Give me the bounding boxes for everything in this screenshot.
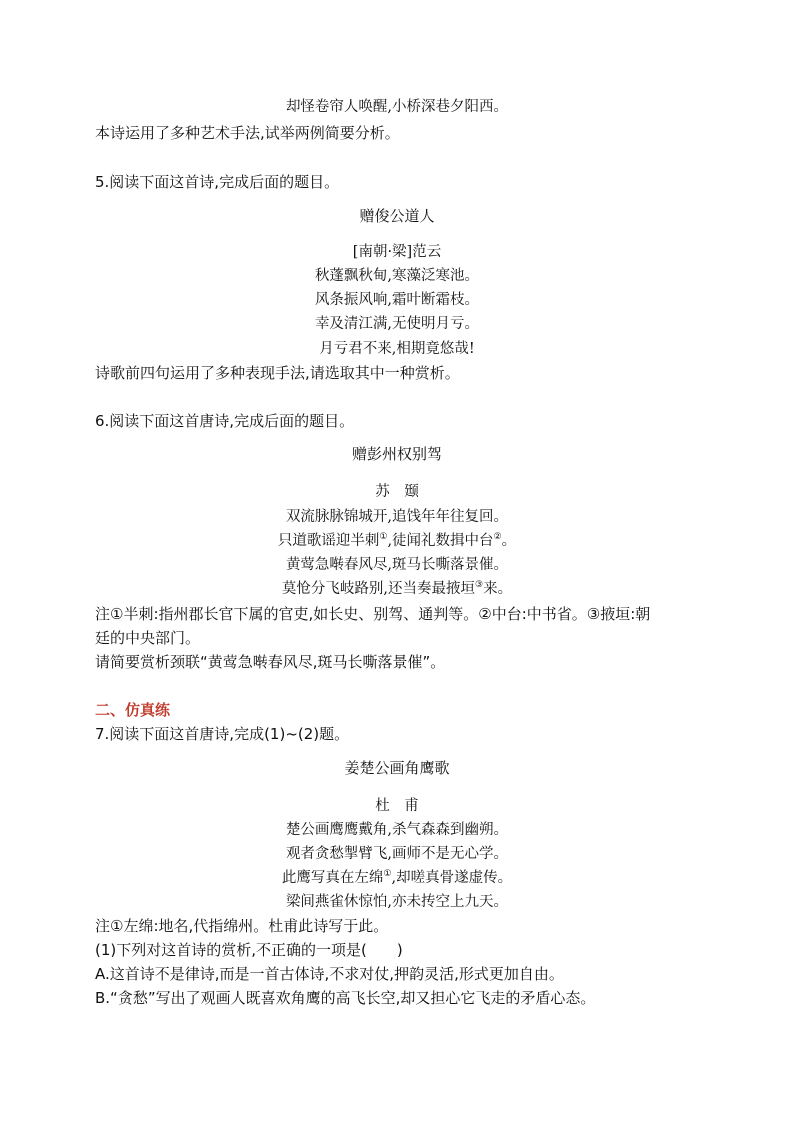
footnote-text: 廷的中央部门。 <box>95 629 201 647</box>
poem-line: 楚公画鹰鹰戴角,杀气森森到幽朔。 <box>285 822 509 838</box>
footnote-marker: ① <box>383 869 392 880</box>
poem-author: 杜 甫 <box>375 798 419 814</box>
poem-line-part: 来。 <box>483 581 513 597</box>
footnote-marker: ② <box>493 532 502 543</box>
poem-line: 观者贪愁掣臂飞,画师不是无心学。 <box>285 846 509 862</box>
question-text: 请简要赏析颈联“黄莺急啭春风尽,斑马长嘶落景催”。 <box>95 653 446 671</box>
poem-author: [南朝·梁]范云 <box>352 244 442 260</box>
question-text: 诗歌前四句运用了多种表现手法,请选取其中一种赏析。 <box>95 364 460 382</box>
poem-line: 梁间燕雀休惊怕,亦未抟空上九天。 <box>285 894 509 910</box>
poem-line-part: ,却嗟真骨遂虚传。 <box>391 870 513 886</box>
poem-line-part: ,徒闻礼数揖中台 <box>387 533 494 549</box>
question-text: 本诗运用了多种艺术手法,试举两例简要分析。 <box>95 124 400 142</box>
poem-line-part: 。 <box>501 533 517 549</box>
sub-question: (1)下列对这首诗的赏析,不正确的一项是( ) <box>95 941 403 959</box>
answer-option-b: B.“贪愁”写出了观画人既喜欢角鹰的高飞长空,却又担心它飞走的矛盾心态。 <box>95 989 596 1007</box>
poem-line <box>0 577 794 601</box>
poem-line-part: 只道歌谣迎半刺 <box>277 533 380 549</box>
answer-option-a: A.这首诗不是律诗,而是一首古体诗,不求对仗,押韵灵活,形式更加自由。 <box>95 965 564 983</box>
question-6-intro: 6.阅读下面这首唐诗,完成后面的题目。 <box>95 412 355 430</box>
footnote-text: 注①半刺:指州郡长官下属的官吏,如长史、别驾、通判等。②中台:中书省。③掖垣:朝 <box>95 605 651 623</box>
poem-title: 赠俊公道人 <box>359 207 435 225</box>
section-heading: 二、仿真练 <box>95 701 171 719</box>
footnote-marker: ③ <box>475 580 484 591</box>
poem-line: 月亏君不来,相期竟悠哉! <box>319 341 475 357</box>
poem-line: 双流脉脉锦城开,追饯年年往复回。 <box>285 509 509 525</box>
poem-line-part: 此鹰写真在左绵 <box>281 870 384 886</box>
poem-line-part: 莫怆分飞岐路别,还当奏最掖垣 <box>281 581 476 597</box>
poem-line: 黄莺急啭春风尽,斑马长嘶落景催。 <box>285 557 509 573</box>
poem-title: 姜楚公画角鹰歌 <box>344 759 450 777</box>
poem-line: 风条振风响,霜叶断霜枝。 <box>314 292 480 308</box>
poem-line: 却怪卷帘人唤醒,小桥深巷夕阳西。 <box>285 99 509 115</box>
poem-title: 赠彭州权别驾 <box>351 445 442 463</box>
poem-line: 幸及清江满,无使明月亏。 <box>314 316 480 332</box>
question-5-intro: 5.阅读下面这首诗,完成后面的题目。 <box>95 173 340 191</box>
poem-author: 苏 颋 <box>375 484 419 500</box>
poem-line <box>0 529 794 553</box>
poem-line <box>0 866 794 890</box>
footnote-text: 注①左绵:地名,代指绵州。杜甫此诗写于此。 <box>95 917 389 935</box>
footnote-marker: ① <box>379 532 388 543</box>
poem-line: 秋蓬飘秋甸,寒藻泛寒池。 <box>314 268 480 284</box>
question-7-intro: 7.阅读下面这首唐诗,完成(1)~(2)题。 <box>95 725 350 743</box>
